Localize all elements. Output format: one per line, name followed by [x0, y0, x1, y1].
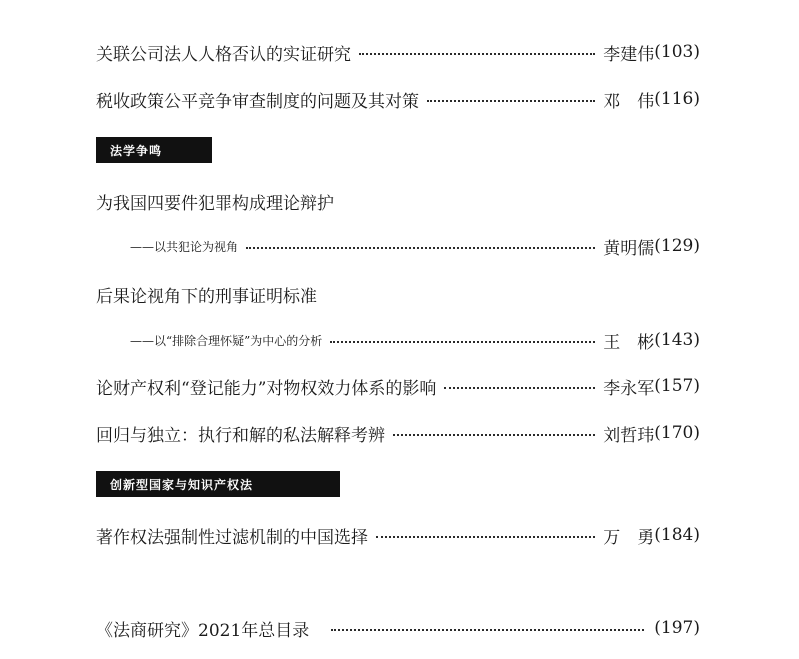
entry-title: 回归与独立：执行和解的私法解释考辨 [96, 425, 385, 446]
entry-page: (103) [654, 42, 700, 62]
entry-title: 论财产权利“登记能力”对物权效力体系的影响 [96, 378, 437, 399]
entry-page: (129) [654, 236, 700, 256]
leader-dots [444, 387, 595, 389]
toc-entry-subline[interactable] [130, 231, 700, 261]
leader-dots [393, 434, 595, 436]
toc-entry[interactable] [96, 520, 700, 550]
entry-page: (157) [654, 376, 700, 396]
toc-entry-title[interactable]: 为我国四要件犯罪构成理论辩护 [96, 193, 334, 214]
leader-dots [427, 100, 595, 102]
toc-entry[interactable] [96, 371, 700, 401]
entry-author: 万 勇 [603, 527, 655, 548]
entry-author: 黄明儒 [603, 238, 655, 259]
entry-page: (143) [654, 330, 700, 350]
entry-subtitle: ——以共犯论为视角 [130, 239, 239, 254]
leader-dots [376, 536, 595, 538]
entry-page: (116) [654, 89, 700, 109]
entry-author: 李建伟 [603, 44, 655, 65]
entry-author: 李永军 [603, 378, 655, 399]
toc-entry[interactable] [96, 418, 700, 448]
entry-author: 王 彬 [603, 332, 655, 353]
entry-title: 税收政策公平竞争审查制度的问题及其对策 [96, 91, 419, 112]
entry-page: (184) [654, 525, 700, 545]
entry-title: 著作权法强制性过滤机制的中国选择 [96, 527, 368, 548]
leader-dots [331, 629, 644, 631]
leader-dots [246, 247, 595, 249]
annual-index-entry[interactable] [96, 613, 700, 643]
toc-entry[interactable] [96, 37, 700, 67]
entry-page: (197) [654, 618, 700, 638]
entry-page: (170) [654, 423, 700, 443]
entry-title: 《法商研究》2021年总目录 [96, 620, 310, 641]
section-header-legal-debate: 法学争鸣 [96, 137, 212, 163]
toc-entry-subline[interactable] [130, 325, 700, 355]
entry-author: 邓 伟 [603, 91, 655, 112]
leader-dots [359, 53, 595, 55]
entry-author: 刘哲玮 [603, 425, 655, 446]
leader-dots [330, 341, 595, 343]
section-header-innovation-ip-law: 创新型国家与知识产权法 [96, 471, 340, 497]
toc-entry[interactable] [96, 84, 700, 114]
toc-entry-title[interactable]: 后果论视角下的刑事证明标准 [96, 286, 317, 307]
entry-title: 关联公司法人人格否认的实证研究 [96, 44, 351, 65]
entry-subtitle: ——以“排除合理怀疑”为中心的分析 [130, 333, 323, 348]
